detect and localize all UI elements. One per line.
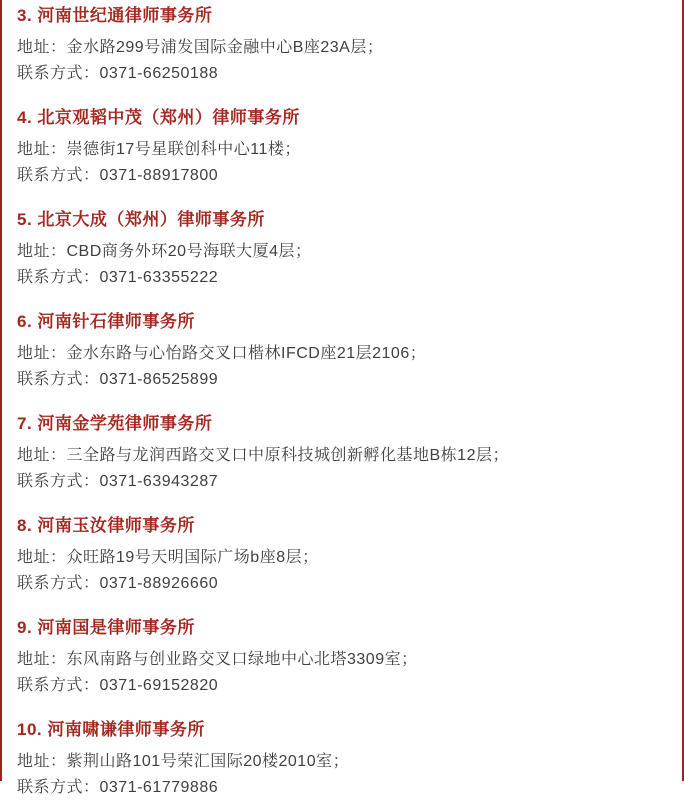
firm-contact: 联系方式：0371-69152820 xyxy=(17,677,219,694)
firm-address: 地址：三全路与龙润西路交叉口中原科技城创新孵化基地B栋12层； xyxy=(17,447,509,464)
firm-title: 10. 河南啸谦律师事务所 xyxy=(17,720,205,739)
firm-title: 8. 河南玉汝律师事务所 xyxy=(17,516,195,535)
law-firm-entry xyxy=(17,3,662,87)
firm-title: 6. 河南针石律师事务所 xyxy=(17,312,195,331)
firm-contact: 联系方式：0371-88926660 xyxy=(17,575,219,592)
firm-contact: 联系方式：0371-88917800 xyxy=(17,167,219,184)
firm-contact: 联系方式：0371-63355222 xyxy=(17,269,219,286)
law-firm-entry xyxy=(17,207,662,291)
law-firm-entry xyxy=(17,309,662,393)
law-firm-entry xyxy=(17,411,662,495)
law-firm-entry xyxy=(17,615,662,699)
firm-address: 地址：CBD商务外环20号海联大厦4层； xyxy=(17,243,312,260)
law-firm-entry xyxy=(17,105,662,189)
firm-address: 地址：东风南路与创业路交叉口绿地中心北塔3309室； xyxy=(17,651,418,668)
firm-address: 地址：众旺路19号天明国际广场b座8层； xyxy=(17,549,319,566)
firm-title: 5. 北京大成（郑州）律师事务所 xyxy=(17,210,265,229)
firm-address: 地址：金水东路与心怡路交叉口楷林IFCD座21层2106； xyxy=(17,345,427,362)
firm-address: 地址：紫荆山路101号荣汇国际20楼2010室； xyxy=(17,753,350,770)
firm-address: 地址：崇德街17号星联创科中心11楼； xyxy=(17,141,301,158)
law-firm-entry xyxy=(17,717,662,801)
firm-contact: 联系方式：0371-66250188 xyxy=(17,65,219,82)
firm-address: 地址：金水路299号浦发国际金融中心B座23A层； xyxy=(17,39,384,56)
firm-title: 9. 河南国是律师事务所 xyxy=(17,618,195,637)
firm-contact: 联系方式：0371-86525899 xyxy=(17,371,219,388)
firm-contact: 联系方式：0371-61779886 xyxy=(17,779,219,796)
firm-title: 4. 北京观韬中茂（郑州）律师事务所 xyxy=(17,108,300,127)
firm-title: 7. 河南金学苑律师事务所 xyxy=(17,414,213,433)
firm-contact: 联系方式：0371-63943287 xyxy=(17,473,219,490)
law-firm-entry xyxy=(17,513,662,597)
firm-title: 3. 河南世纪通律师事务所 xyxy=(17,6,213,25)
